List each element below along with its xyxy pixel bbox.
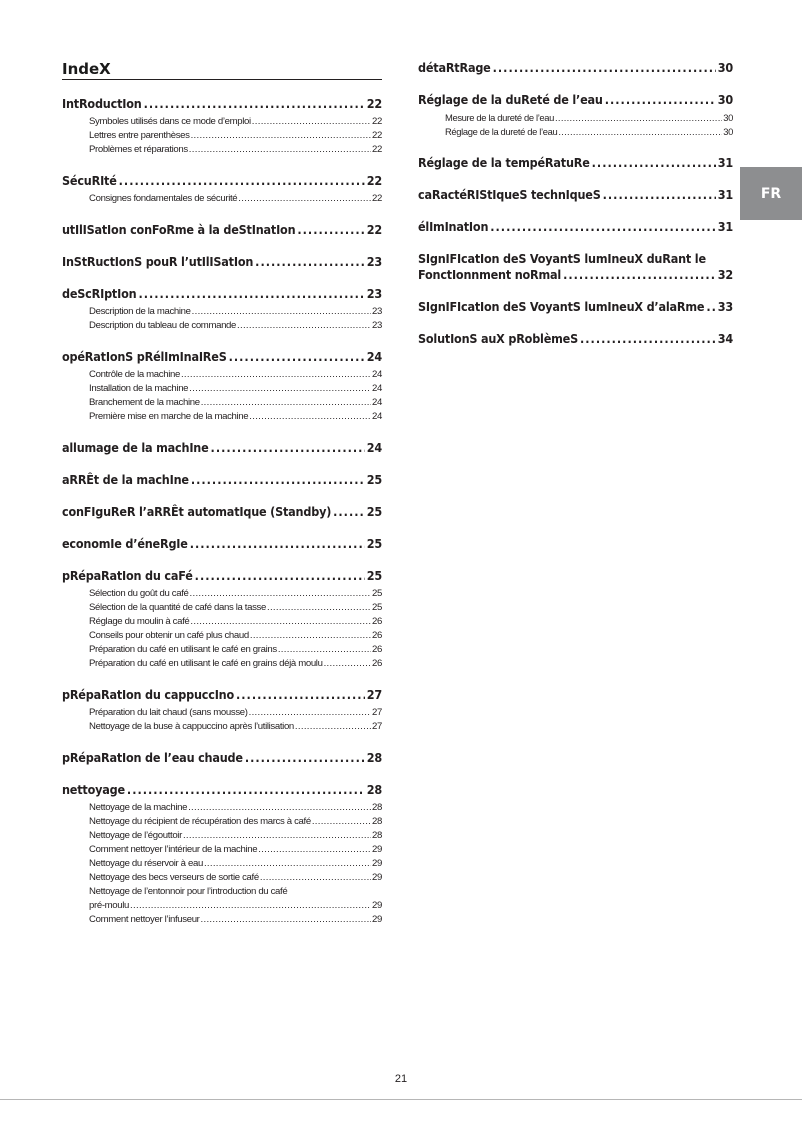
dot-leader (245, 750, 365, 766)
toc-section-page: 24 (366, 440, 382, 455)
toc-subitem-page: 29 (372, 914, 382, 925)
toc-subitem-page: 24 (372, 369, 382, 380)
toc-subitem-page: 24 (372, 383, 382, 394)
toc-section-title: InStRuctIonS pouR l’utIlISatIon (62, 254, 254, 269)
toc-section-heading (418, 299, 733, 315)
toc-subitem-label: Problèmes et réparations (89, 144, 188, 155)
index-title: IndeX (62, 60, 382, 80)
toc-section-page: 30 (717, 60, 733, 75)
toc-section-heading (62, 504, 382, 520)
dot-leader (297, 222, 364, 238)
toc-section-page: 25 (366, 568, 382, 583)
toc-subitem-label: Nettoyage de l’entonnoir pour l’introduction du café (89, 886, 288, 897)
toc-subitem-label: Réglage de la dureté de l’eau (445, 126, 558, 137)
dot-leader (190, 615, 371, 629)
toc-section-heading (418, 92, 733, 108)
dot-leader (201, 396, 371, 410)
toc-section (62, 536, 382, 552)
toc-section-title: pRépaRatIon du caFé (62, 568, 193, 583)
toc-section (62, 286, 382, 333)
toc-section (418, 251, 733, 283)
toc-section-title: opéRatIonS pRélImInaIReS (62, 349, 227, 364)
toc-section-title: Réglage de la duReté de l’eau (418, 92, 603, 107)
toc-section-page: 31 (717, 155, 733, 170)
toc-section-title: conFIguReR l’aRRÊt automatIque (Standby) (62, 504, 332, 519)
toc-section-page: 27 (366, 687, 382, 702)
toc-subitem (62, 801, 382, 815)
dot-leader (211, 440, 365, 456)
toc-subitem-label: Préparation du café en utilisant le café en grains (89, 644, 277, 655)
toc-subitem-page: 23 (372, 320, 382, 331)
toc-section-page: 33 (717, 299, 733, 314)
toc-subitem-page: 30 (723, 112, 733, 123)
toc-subitem (62, 587, 382, 601)
dot-leader (580, 331, 716, 347)
toc-subitem-label: Nettoyage des becs verseurs de sortie café (89, 872, 259, 883)
toc-section (418, 60, 733, 76)
dot-leader (191, 129, 371, 143)
toc-section-heading (62, 472, 382, 488)
toc-section-title: détaRtRage (418, 60, 491, 75)
toc-subitem (62, 657, 382, 671)
toc-section-title: IntRoductIon (62, 96, 142, 111)
toc-section (62, 349, 382, 424)
toc-section-heading (62, 750, 382, 766)
toc-subitem (62, 396, 382, 410)
toc-subitem-page: 22 (372, 116, 382, 127)
toc-section-page: 25 (366, 472, 382, 487)
toc-subitem-page: 23 (372, 306, 382, 317)
dot-leader (190, 536, 365, 552)
toc-subitem (62, 368, 382, 382)
toc-subitem-label-cont: pré-moulu (89, 900, 130, 911)
toc-section (62, 504, 382, 520)
toc-subitem-page: 30 (723, 126, 733, 137)
toc-section-heading (62, 254, 382, 270)
dot-leader (493, 60, 716, 76)
toc-subitem-label: Comment nettoyer l’intérieur de la machine (89, 844, 258, 855)
toc-subitem (62, 871, 382, 885)
dot-leader (324, 657, 371, 671)
toc-subitem-page: 29 (372, 858, 382, 869)
dot-leader (138, 286, 364, 302)
toc-subitem-label: Conseils pour obtenir un café plus chaud (89, 630, 249, 641)
dot-leader (249, 410, 371, 424)
toc-subitem (62, 410, 382, 424)
toc-section-title-cont: FonctIonnment noRmal (418, 267, 562, 282)
dot-leader (191, 472, 365, 488)
dot-leader (555, 111, 722, 125)
dot-leader (295, 720, 371, 734)
toc-subitem-label: Sélection du goût du café (89, 588, 189, 599)
toc-subitem-page: 28 (372, 816, 382, 827)
dot-leader (195, 568, 365, 584)
dot-leader (192, 305, 371, 319)
toc-section-heading (62, 536, 382, 552)
toc-section-heading (62, 222, 382, 238)
toc-subitem-page: 29 (372, 872, 382, 883)
dot-leader (333, 504, 365, 520)
dot-leader (706, 299, 715, 315)
toc-section-page: 32 (717, 267, 733, 282)
dot-leader (181, 368, 371, 382)
dot-leader (189, 382, 371, 396)
toc-subitem (62, 305, 382, 319)
toc-subitems (62, 368, 382, 424)
toc-section-heading (62, 286, 382, 302)
toc-subitems (418, 111, 733, 139)
toc-subitem (418, 111, 733, 125)
dot-leader (249, 706, 371, 720)
toc-subitem-page: 27 (372, 707, 382, 718)
toc-section-heading (418, 60, 733, 76)
toc-section (62, 750, 382, 766)
toc-subitem-page: 25 (372, 602, 382, 613)
toc-subitem (62, 601, 382, 615)
toc-section-heading (62, 568, 382, 584)
toc-section-title: pRépaRatIon de l’eau chaude (62, 750, 243, 765)
toc-subitem-label: Préparation du café en utilisant le café en grains déjà moulu (89, 658, 323, 669)
toc-subitem (62, 720, 382, 734)
toc-section-title: SolutIonS auX pRoblèmeS (418, 331, 578, 346)
toc-subitem (62, 615, 382, 629)
toc-section-heading (62, 440, 382, 456)
toc-subitems (62, 305, 382, 333)
toc-left-column (62, 60, 382, 943)
toc-section-heading (62, 782, 382, 798)
toc-section (62, 472, 382, 488)
toc-section-heading (418, 155, 733, 171)
toc-section-title: nettoyage (62, 782, 125, 797)
page-number: 21 (394, 1073, 408, 1085)
toc-subitem-label: Préparation du lait chaud (sans mousse) (89, 707, 248, 718)
toc-subitem (62, 706, 382, 720)
toc-subitem (62, 857, 382, 871)
toc-section-page: 31 (717, 219, 733, 234)
toc-section-title: aRRÊt de la machIne (62, 472, 189, 487)
toc-subitem (62, 629, 382, 643)
toc-section-page: 28 (366, 782, 382, 797)
toc-subitem (62, 885, 382, 913)
toc-subitem-page: 22 (372, 144, 382, 155)
toc-section-page: 25 (366, 504, 382, 519)
toc-section (62, 96, 382, 157)
dot-leader (558, 125, 722, 139)
toc-subitem-page: 25 (372, 588, 382, 599)
dot-leader (190, 587, 371, 601)
toc-subitems (62, 587, 382, 671)
dot-leader (563, 267, 716, 283)
toc-section (62, 568, 382, 671)
toc-subitems (62, 801, 382, 927)
toc-subitem (62, 192, 382, 206)
toc-section-title: caRactéRIStIqueS technIqueS (418, 187, 601, 202)
toc-subitem-label: Contrôle de la machine (89, 369, 180, 380)
dot-leader (144, 96, 365, 112)
dot-leader (238, 192, 371, 206)
dot-leader (236, 687, 365, 703)
toc-section (62, 440, 382, 456)
toc-section-heading (418, 187, 733, 203)
toc-subitem (62, 843, 382, 857)
toc-section-heading (418, 251, 733, 283)
toc-subitem-page: 22 (372, 193, 382, 204)
dot-leader (237, 319, 371, 333)
toc-subitem-page: 22 (372, 130, 382, 141)
toc-subitem-label: Réglage du moulin à café (89, 616, 190, 627)
toc-subitem-page: 26 (372, 616, 382, 627)
dot-leader (278, 643, 371, 657)
toc-subitem-label: Lettres entre parenthèses (89, 130, 190, 141)
toc-section-page: 30 (717, 92, 733, 107)
toc-section (418, 155, 733, 171)
toc-section-page: 31 (717, 187, 733, 202)
toc-subitem-label: Installation de la machine (89, 383, 189, 394)
dot-leader (189, 143, 371, 157)
toc-right-list (418, 60, 733, 347)
toc-section (418, 331, 733, 347)
toc-section-title: allumage de la machIne (62, 440, 209, 455)
toc-section-page: 25 (366, 536, 382, 551)
toc-subitem-label: Description de la machine (89, 306, 191, 317)
toc-subitem (62, 115, 382, 129)
dot-leader (260, 871, 371, 885)
toc-subitem-label: Sélection de la quantité de café dans la tasse (89, 602, 266, 613)
toc-section-title: SIgnIFIcatIon deS VoyantS lumIneuX duRant le (418, 251, 706, 266)
dot-leader (250, 629, 371, 643)
toc-subitem (62, 129, 382, 143)
toc-subitem-label: Symboles utilisés dans ce mode d’emploi (89, 116, 251, 127)
toc-section-title: Réglage de la tempéRatuRe (418, 155, 590, 170)
toc-section (62, 173, 382, 206)
toc-section (418, 92, 733, 139)
toc-subitem-label: Nettoyage de la machine (89, 802, 188, 813)
toc-section-title: SécuRIté (62, 173, 117, 188)
toc-subitem (62, 643, 382, 657)
toc-section-page: 23 (366, 286, 382, 301)
language-tab-fr: FR (740, 167, 802, 220)
dot-leader (605, 92, 716, 108)
toc-section-page: 24 (366, 349, 382, 364)
toc-section-page: 22 (366, 222, 382, 237)
toc-subitem-label: Nettoyage du récipient de récupération des marcs à café (89, 816, 311, 827)
dot-leader (592, 155, 716, 171)
toc-section-title: economIe d’éneRgIe (62, 536, 188, 551)
toc-subitem-label: Comment nettoyer l’infuseur (89, 914, 200, 925)
toc-subitem (418, 125, 733, 139)
toc-section-heading (418, 331, 733, 347)
toc-section (62, 782, 382, 927)
toc-section-title: utIlISatIon conFoRme à la deStInatIon (62, 222, 296, 237)
toc-right-column (418, 60, 733, 363)
toc-section-title: pRépaRatIon du cappuccIno (62, 687, 235, 702)
toc-subitem (62, 829, 382, 843)
toc-section-heading (62, 173, 382, 189)
dot-leader (188, 801, 371, 815)
toc-subitem-page: 29 (372, 844, 382, 855)
toc-subitem-label: Première mise en marche de la machine (89, 411, 249, 422)
dot-leader (490, 219, 716, 235)
dot-leader (130, 899, 371, 913)
toc-subitem-label: Description du tableau de commande (89, 320, 237, 331)
toc-section-title: élImInatIon (418, 219, 489, 234)
bottom-divider (0, 1099, 802, 1100)
dot-leader (312, 815, 371, 829)
toc-section-page: 34 (717, 331, 733, 346)
toc-subitem (62, 319, 382, 333)
dot-leader (258, 843, 371, 857)
toc-section (418, 219, 733, 235)
toc-subitem-page: 26 (372, 630, 382, 641)
toc-subitem (62, 143, 382, 157)
dot-leader (183, 829, 371, 843)
toc-subitem-label: Nettoyage du réservoir à eau (89, 858, 203, 869)
toc-section-title: deScRIptIon (62, 286, 137, 301)
toc-subitem-label: Consignes fondamentales de sécurité (89, 193, 238, 204)
toc-section-heading (62, 349, 382, 365)
toc-subitem (62, 913, 382, 927)
dot-leader (201, 913, 371, 927)
toc-subitem-page: 26 (372, 658, 382, 669)
toc-section-heading (418, 219, 733, 235)
toc-section-page: 23 (366, 254, 382, 269)
toc-section-heading (62, 687, 382, 703)
toc-section (62, 222, 382, 238)
toc-subitem-page: 28 (372, 802, 382, 813)
toc-subitem-page: 28 (372, 830, 382, 841)
toc-subitem-label: Nettoyage de la buse à cappuccino après l’utilisation (89, 721, 294, 732)
toc-subitems (62, 192, 382, 206)
dot-leader (267, 601, 371, 615)
toc-left-list (62, 96, 382, 927)
toc-section (418, 299, 733, 315)
toc-subitems (62, 706, 382, 734)
toc-subitem-page: 24 (372, 397, 382, 408)
toc-subitem-label: Branchement de la machine (89, 397, 200, 408)
toc-subitem-label: Mesure de la dureté de l’eau (445, 112, 555, 123)
dot-leader (252, 115, 371, 129)
toc-subitem-page: 24 (372, 411, 382, 422)
toc-subitem-page: 29 (372, 900, 382, 911)
toc-subitem (62, 382, 382, 396)
dot-leader (229, 349, 365, 365)
dot-leader (603, 187, 716, 203)
dot-leader (119, 173, 365, 189)
toc-section (62, 687, 382, 734)
toc-section-title: SIgnIFIcatIon deS VoyantS lumIneuX d’alaRme (418, 299, 705, 314)
toc-section-page: 22 (366, 173, 382, 188)
toc-subitem-page: 26 (372, 644, 382, 655)
dot-leader (204, 857, 371, 871)
toc-section (62, 254, 382, 270)
dot-leader (255, 254, 365, 270)
toc-subitem-page: 27 (372, 721, 382, 732)
toc-subitem (62, 815, 382, 829)
toc-section (418, 187, 733, 203)
toc-subitems (62, 115, 382, 157)
toc-subitem-label: Nettoyage de l’égouttoir (89, 830, 182, 841)
dot-leader (127, 782, 365, 798)
toc-section-page: 28 (366, 750, 382, 765)
toc-section-page: 22 (366, 96, 382, 111)
toc-section-heading (62, 96, 382, 112)
